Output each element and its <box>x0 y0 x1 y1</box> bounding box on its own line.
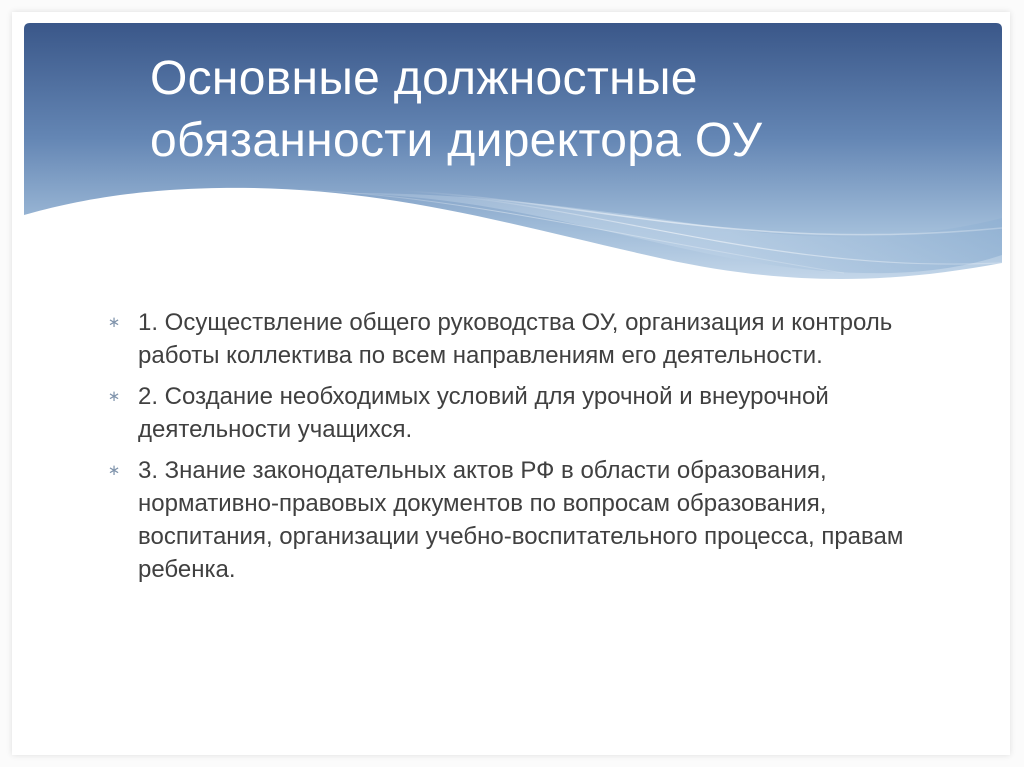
asterisk-bullet-icon: ∗ <box>107 388 121 405</box>
list-item <box>104 306 934 372</box>
asterisk-bullet-icon: ∗ <box>107 462 121 479</box>
list-item-text: 1. Осуществление общего руководства ОУ, организация и контроль работы коллектива по всем направлениям его деятельности. <box>138 309 893 369</box>
list-item-text: 2. Создание необходимых условий для урочной и внеурочной деятельности учащихся. <box>138 383 829 443</box>
slide-title: Основные должностные обязанности директора ОУ <box>150 52 763 167</box>
asterisk-bullet-icon: ∗ <box>107 314 121 331</box>
list-item-text: 3. Знание законодательных актов РФ в области образования, нормативно-правовых документов по вопросам образования, воспитания, организации учебно-воспитательного процесса, правам ребенка. <box>138 457 904 583</box>
bullet-list <box>104 306 934 594</box>
list-item <box>104 380 934 446</box>
list-item <box>104 454 934 586</box>
